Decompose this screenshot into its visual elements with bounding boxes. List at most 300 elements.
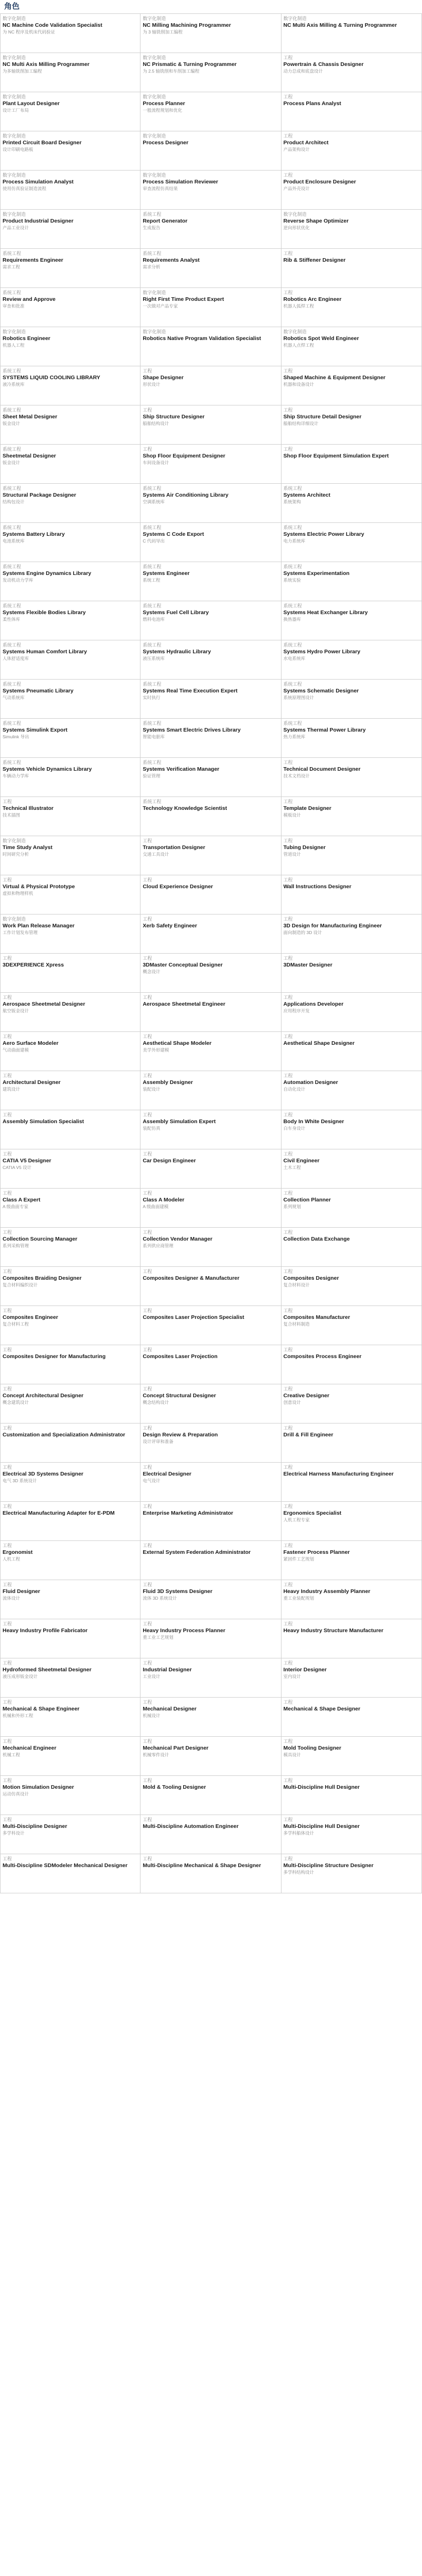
role-name[interactable]: Technical Illustrator	[3, 805, 54, 811]
role-name[interactable]: Systems Schematic Designer	[283, 688, 359, 694]
role-card[interactable]	[0, 327, 140, 366]
role-card[interactable]	[140, 836, 281, 875]
role-name[interactable]: Composites Manufacturer	[283, 1314, 350, 1320]
role-card[interactable]	[140, 1423, 281, 1462]
role-name[interactable]: Automation Designer	[283, 1079, 338, 1086]
role-card[interactable]	[0, 288, 140, 327]
role-card[interactable]	[282, 1423, 422, 1462]
role-name[interactable]: Process Simulation Reviewer	[143, 179, 218, 185]
role-card[interactable]	[282, 171, 422, 209]
role-name[interactable]: Systems Flexible Bodies Library	[3, 609, 86, 616]
role-name[interactable]: NC Prismatic & Turning Programmer	[143, 61, 237, 67]
role-card[interactable]	[140, 131, 281, 170]
role-card[interactable]	[282, 680, 422, 718]
role-card[interactable]	[140, 484, 281, 522]
role-name[interactable]: 3DEXPERIENCE Xpress	[3, 962, 64, 968]
role-card[interactable]	[0, 1423, 140, 1462]
role-card[interactable]	[282, 1737, 422, 1775]
role-card[interactable]	[140, 14, 281, 53]
role-description: 复合材料制造	[283, 1321, 310, 1327]
role-name[interactable]: Systems Hydro Power Library	[283, 649, 361, 655]
role-card[interactable]	[0, 210, 140, 248]
role-card[interactable]	[0, 1267, 140, 1306]
role-name[interactable]: Wall Instructions Designer	[283, 884, 351, 890]
role-card[interactable]	[282, 1032, 422, 1071]
role-card[interactable]	[140, 993, 281, 1031]
role-name[interactable]: Multi-Discipline Mechanical & Shape Designer	[143, 1862, 261, 1869]
role-card[interactable]	[282, 914, 422, 953]
role-name[interactable]: Structural Package Designer	[3, 492, 76, 498]
role-card[interactable]	[282, 1698, 422, 1736]
role-card[interactable]	[0, 1384, 140, 1423]
role-card[interactable]	[282, 562, 422, 601]
role-card[interactable]	[282, 1345, 422, 1384]
role-name[interactable]: Assembly Designer	[143, 1079, 193, 1086]
role-name[interactable]: Robotics Engineer	[3, 335, 50, 342]
role-name[interactable]: Systems Heat Exchanger Library	[283, 609, 368, 616]
role-name[interactable]: Assembly Simulation Expert	[143, 1118, 216, 1125]
role-card[interactable]	[140, 249, 281, 287]
role-name[interactable]: Customization and Specialization Administrator	[3, 1432, 126, 1438]
role-card[interactable]	[140, 1384, 281, 1423]
role-card[interactable]	[0, 53, 140, 92]
role-name[interactable]: Mold Tooling Designer	[283, 1745, 342, 1751]
role-name[interactable]: Plant Layout Designer	[3, 100, 60, 107]
role-card[interactable]	[140, 53, 281, 92]
role-card[interactable]	[282, 954, 422, 992]
role-name[interactable]: Systems Smart Electric Drives Library	[143, 727, 241, 733]
role-name[interactable]: Enterprise Marketing Administrator	[143, 1510, 234, 1516]
role-card[interactable]	[0, 1502, 140, 1540]
role-name[interactable]: NC Machine Code Validation Specialist	[3, 22, 102, 28]
role-card[interactable]	[140, 327, 281, 366]
role-card[interactable]	[140, 640, 281, 679]
role-name[interactable]: Collection Planner	[283, 1197, 331, 1203]
role-category: 工程	[283, 55, 293, 60]
role-card[interactable]	[0, 1306, 140, 1345]
role-card[interactable]	[0, 719, 140, 757]
role-card[interactable]	[0, 562, 140, 601]
role-card[interactable]	[140, 875, 281, 914]
role-name[interactable]: Review and Approve	[3, 296, 56, 302]
role-name[interactable]: Product Enclosure Designer	[283, 179, 356, 185]
role-card[interactable]	[282, 1384, 422, 1423]
role-card[interactable]	[140, 1228, 281, 1266]
role-name[interactable]: Composites Laser Projection	[143, 1353, 218, 1360]
role-name[interactable]: Shop Floor Equipment Designer	[143, 453, 225, 459]
role-card[interactable]	[0, 836, 140, 875]
role-card[interactable]	[0, 993, 140, 1031]
role-category: 数字化制造	[3, 838, 26, 843]
role-name[interactable]: Motion Simulation Designer	[3, 1784, 74, 1790]
role-name[interactable]: Hydroformed Sheetmetal Designer	[3, 1667, 92, 1673]
role-name[interactable]: Process Plans Analyst	[283, 100, 341, 107]
role-name[interactable]: Assembly Simulation Specialist	[3, 1118, 84, 1125]
role-name[interactable]: Requirements Engineer	[3, 257, 63, 263]
role-name[interactable]: Shop Floor Equipment Simulation Expert	[283, 453, 389, 459]
role-card[interactable]	[140, 1502, 281, 1540]
role-name[interactable]: Process Planner	[143, 100, 185, 107]
role-card[interactable]	[0, 1149, 140, 1188]
role-card[interactable]	[140, 1776, 281, 1815]
role-card[interactable]	[140, 1032, 281, 1071]
role-name[interactable]: Robotics Native Program Validation Specialist	[143, 335, 261, 342]
role-card[interactable]	[140, 914, 281, 953]
role-card[interactable]	[0, 875, 140, 914]
role-category: 工程	[283, 94, 293, 99]
role-name[interactable]: SYSTEMS LIQUID COOLING LIBRARY	[3, 375, 100, 381]
role-name[interactable]: Systems Air Conditioning Library	[143, 492, 228, 498]
role-name[interactable]: Multi-Discipline Automation Engineer	[143, 1823, 239, 1829]
role-card[interactable]	[140, 171, 281, 209]
role-name[interactable]: Aesthetical Shape Designer	[283, 1040, 355, 1046]
role-card[interactable]	[140, 954, 281, 992]
role-card[interactable]	[0, 1189, 140, 1227]
role-card[interactable]	[282, 484, 422, 522]
role-name[interactable]: Composites Braiding Designer	[3, 1275, 82, 1281]
role-card[interactable]	[282, 836, 422, 875]
role-card[interactable]	[0, 1619, 140, 1658]
role-name[interactable]: Multi-Discipline SDModeler Mechanical Designer	[3, 1862, 128, 1869]
role-card[interactable]	[140, 1580, 281, 1619]
role-name[interactable]: Drill & Fill Engineer	[283, 1432, 333, 1438]
role-card[interactable]	[0, 797, 140, 836]
role-card[interactable]	[282, 288, 422, 327]
role-card[interactable]	[282, 1854, 422, 1893]
role-card[interactable]	[0, 405, 140, 444]
role-card[interactable]	[0, 523, 140, 562]
role-card[interactable]	[140, 719, 281, 757]
role-name[interactable]: Powertrain & Chassis Designer	[283, 61, 364, 67]
role-name[interactable]: Virtual & Physical Prototype	[3, 884, 75, 890]
role-name[interactable]: Car Design Engineer	[143, 1158, 196, 1164]
role-name[interactable]: NC Multi Axis Milling & Turning Programmer	[283, 22, 397, 28]
role-card[interactable]	[0, 1110, 140, 1149]
role-name[interactable]: Composites Designer	[283, 1275, 339, 1281]
role-category: 工程	[3, 1269, 12, 1274]
role-name[interactable]: Systems Battery Library	[3, 531, 65, 537]
role-card[interactable]	[140, 1071, 281, 1110]
role-card[interactable]	[282, 1580, 422, 1619]
role-name[interactable]: Systems Engine Dynamics Library	[3, 570, 92, 577]
role-name[interactable]: Concept Structural Designer	[143, 1393, 216, 1399]
role-name[interactable]: Composites Process Engineer	[283, 1353, 362, 1360]
role-card[interactable]	[282, 1463, 422, 1501]
role-name[interactable]: Heavy Industry Assembly Planner	[283, 1588, 371, 1595]
role-row	[0, 680, 422, 719]
role-name[interactable]: Electrical 3D Systems Designer	[3, 1471, 83, 1477]
role-card[interactable]	[140, 1658, 281, 1697]
role-name[interactable]: Systems Architect	[283, 492, 330, 498]
role-name[interactable]: Architectural Designer	[3, 1079, 61, 1086]
role-card[interactable]	[0, 1228, 140, 1266]
role-name[interactable]: Systems C Code Export	[143, 531, 204, 537]
role-card[interactable]	[140, 1854, 281, 1893]
role-name[interactable]: Shaped Machine & Equipment Designer	[283, 375, 386, 381]
role-name[interactable]: Ergonomics Specialist	[283, 1510, 342, 1516]
role-card[interactable]	[0, 249, 140, 287]
role-card[interactable]	[282, 1658, 422, 1697]
role-name[interactable]: Mold & Tooling Designer	[143, 1784, 206, 1790]
role-name[interactable]: Reverse Shape Optimizer	[283, 218, 349, 224]
role-card[interactable]	[282, 1502, 422, 1540]
role-name[interactable]: Process Simulation Analyst	[3, 179, 74, 185]
role-name[interactable]: Product Architect	[283, 140, 329, 146]
role-name[interactable]: Composites Laser Projection Specialist	[143, 1314, 244, 1320]
role-name[interactable]: Systems Hydraulic Library	[143, 649, 211, 655]
role-card[interactable]	[140, 797, 281, 836]
role-name[interactable]: Rib & Stiffener Designer	[283, 257, 346, 263]
role-card[interactable]	[282, 875, 422, 914]
role-card[interactable]	[282, 1306, 422, 1345]
role-name[interactable]: Robotics Arc Engineer	[283, 296, 342, 302]
role-card[interactable]	[0, 366, 140, 405]
role-card[interactable]	[282, 92, 422, 131]
role-name[interactable]: 3D Design for Manufacturing Engineer	[283, 923, 382, 929]
role-card[interactable]	[140, 523, 281, 562]
role-card[interactable]	[282, 445, 422, 483]
role-card[interactable]	[282, 1149, 422, 1188]
role-name[interactable]: Composites Designer for Manufacturing	[3, 1353, 106, 1360]
role-name[interactable]: Fastener Process Planner	[283, 1549, 350, 1555]
role-card[interactable]	[0, 1854, 140, 1893]
role-name[interactable]: Process Designer	[143, 140, 189, 146]
role-name[interactable]: Fluid Designer	[3, 1588, 40, 1595]
role-name[interactable]: Concept Architectural Designer	[3, 1393, 84, 1399]
role-name[interactable]: Electrical Designer	[143, 1471, 191, 1477]
role-name[interactable]: Systems Fuel Cell Library	[143, 609, 209, 616]
role-card[interactable]	[140, 1815, 281, 1854]
role-name[interactable]: Technical Document Designer	[283, 766, 361, 772]
role-card[interactable]	[0, 1776, 140, 1815]
role-card[interactable]	[282, 366, 422, 405]
role-card[interactable]	[282, 797, 422, 836]
role-card[interactable]	[0, 445, 140, 483]
role-card[interactable]	[140, 1345, 281, 1384]
role-card[interactable]	[140, 680, 281, 718]
role-card[interactable]	[0, 1345, 140, 1384]
role-card[interactable]	[282, 601, 422, 640]
role-card[interactable]	[140, 445, 281, 483]
role-name[interactable]: Printed Circuit Board Designer	[3, 140, 82, 146]
role-name[interactable]: Shape Designer	[143, 375, 184, 381]
role-name[interactable]: Multi-Discipline Designer	[3, 1823, 67, 1829]
role-card[interactable]	[0, 1815, 140, 1854]
role-card[interactable]	[140, 1189, 281, 1227]
role-name[interactable]: Multi-Discipline Hull Designer	[283, 1784, 360, 1790]
role-card[interactable]	[282, 249, 422, 287]
role-card[interactable]	[282, 719, 422, 757]
role-card[interactable]	[0, 601, 140, 640]
role-category: 工程	[283, 1073, 293, 1078]
role-name[interactable]: Time Study Analyst	[3, 844, 52, 851]
role-name[interactable]: Electrical Harness Manufacturing Engineer	[283, 1471, 394, 1477]
role-card[interactable]	[0, 758, 140, 796]
role-name[interactable]: Tubing Designer	[283, 844, 326, 851]
role-card[interactable]	[282, 1110, 422, 1149]
role-name[interactable]: NC Milling Machining Programmer	[143, 22, 231, 28]
role-name[interactable]: Systems Thermal Power Library	[283, 727, 366, 733]
role-name[interactable]: Report Generator	[143, 218, 188, 224]
role-name[interactable]: Ergonomist	[3, 1549, 33, 1555]
role-name[interactable]: Sheet Metal Designer	[3, 414, 58, 420]
role-name[interactable]: Robotics Spot Weld Engineer	[283, 335, 359, 342]
role-name[interactable]: Mechanical Designer	[143, 1706, 197, 1712]
role-category: 工程	[283, 1230, 293, 1235]
role-card[interactable]	[0, 131, 140, 170]
role-name[interactable]: Technology Knowledge Scientist	[143, 805, 227, 811]
role-card[interactable]	[140, 1267, 281, 1306]
role-card[interactable]	[140, 92, 281, 131]
role-name[interactable]: Systems Verification Manager	[143, 766, 220, 772]
role-card[interactable]	[0, 1580, 140, 1619]
role-name[interactable]: Civil Engineer	[283, 1158, 320, 1164]
role-name[interactable]: Ship Structure Designer	[143, 414, 205, 420]
role-name[interactable]: Aesthetical Shape Modeler	[143, 1040, 212, 1046]
role-name[interactable]: Composites Engineer	[3, 1314, 58, 1320]
role-name[interactable]: Sheetmetal Designer	[3, 453, 56, 459]
role-name[interactable]: 3DMaster Designer	[283, 962, 332, 968]
role-name[interactable]: Collection Data Exchange	[283, 1236, 350, 1242]
role-name[interactable]: Cloud Experience Designer	[143, 884, 213, 890]
role-card[interactable]	[140, 1541, 281, 1580]
role-card[interactable]	[282, 327, 422, 366]
role-name[interactable]: NC Multi Axis Milling Programmer	[3, 61, 90, 67]
role-card[interactable]	[140, 1619, 281, 1658]
role-card[interactable]	[0, 1658, 140, 1697]
role-card[interactable]	[0, 640, 140, 679]
role-card[interactable]	[0, 1071, 140, 1110]
role-description: 船舶结构设计	[143, 421, 169, 426]
role-card[interactable]	[282, 523, 422, 562]
role-name[interactable]: Xerb Safety Engineer	[143, 923, 197, 929]
role-card[interactable]	[140, 562, 281, 601]
role-name[interactable]: Heavy Industry Process Planner	[143, 1628, 225, 1634]
role-category: 工程	[283, 1817, 293, 1822]
role-card[interactable]	[282, 1267, 422, 1306]
role-card[interactable]	[140, 1110, 281, 1149]
role-card[interactable]	[140, 1737, 281, 1775]
role-card[interactable]	[282, 640, 422, 679]
role-card[interactable]	[0, 14, 140, 53]
role-name[interactable]: External System Federation Administrator	[143, 1549, 251, 1555]
role-card[interactable]	[0, 680, 140, 718]
role-card[interactable]	[282, 1189, 422, 1227]
role-name[interactable]: Product Industrial Designer	[3, 218, 74, 224]
role-card[interactable]	[140, 210, 281, 248]
role-name[interactable]: CATIA V5 Designer	[3, 1158, 51, 1164]
role-card[interactable]	[140, 601, 281, 640]
role-name[interactable]: Systems Engineer	[143, 570, 190, 577]
role-name[interactable]: Interior Designer	[283, 1667, 327, 1673]
role-name[interactable]: Ship Structure Detail Designer	[283, 414, 362, 420]
role-name[interactable]: Industrial Designer	[143, 1667, 192, 1673]
role-card[interactable]	[0, 914, 140, 953]
role-description: 液压系统库	[143, 656, 165, 661]
role-name[interactable]: Heavy Industry Profile Fabricator	[3, 1628, 88, 1634]
role-name[interactable]: 3DMaster Conceptual Designer	[143, 962, 223, 968]
role-name[interactable]: Electrical Manufacturing Adapter for E-PDM	[3, 1510, 115, 1516]
role-card[interactable]	[282, 131, 422, 170]
role-name[interactable]: Creative Designer	[283, 1393, 329, 1399]
role-card[interactable]	[0, 1463, 140, 1501]
role-card[interactable]	[0, 484, 140, 522]
role-card[interactable]	[140, 288, 281, 327]
role-name[interactable]: Collection Vendor Manager	[143, 1236, 213, 1242]
role-card[interactable]	[140, 1463, 281, 1501]
role-card[interactable]	[140, 1698, 281, 1736]
role-card[interactable]	[140, 1149, 281, 1188]
role-card[interactable]	[140, 366, 281, 405]
role-card[interactable]	[282, 993, 422, 1031]
role-name[interactable]: Transportation Designer	[143, 844, 205, 851]
role-card[interactable]	[282, 1776, 422, 1815]
role-card[interactable]	[282, 1815, 422, 1854]
role-name[interactable]: Work Plan Release Manager	[3, 923, 75, 929]
role-name[interactable]: Systems Pneumatic Library	[3, 688, 74, 694]
role-name[interactable]: Multi-Discipline Structure Designer	[283, 1862, 374, 1869]
role-name[interactable]: Body In White Designer	[283, 1118, 344, 1125]
role-card[interactable]	[0, 1698, 140, 1736]
role-name[interactable]: Systems Human Comfort Library	[3, 649, 87, 655]
role-card[interactable]	[0, 1737, 140, 1775]
role-card[interactable]	[282, 14, 422, 53]
role-card[interactable]	[0, 954, 140, 992]
role-card[interactable]	[282, 1228, 422, 1266]
role-card[interactable]	[282, 210, 422, 248]
role-name[interactable]: Design Review & Preparation	[143, 1432, 218, 1438]
role-card[interactable]	[140, 1306, 281, 1345]
role-card[interactable]	[140, 405, 281, 444]
role-name[interactable]: Aero Surface Modeler	[3, 1040, 59, 1046]
role-name[interactable]: Multi-Discipline Hull Designer	[283, 1823, 360, 1829]
role-name[interactable]: Mechanical & Shape Engineer	[3, 1706, 80, 1712]
role-name[interactable]: Systems Vehicle Dynamics Library	[3, 766, 92, 772]
role-card[interactable]	[0, 171, 140, 209]
role-name[interactable]: Systems Experimentation	[283, 570, 350, 577]
role-card[interactable]	[282, 1071, 422, 1110]
role-name[interactable]: Aerospace Sheetmetal Engineer	[143, 1001, 225, 1007]
role-name[interactable]: Class A Expert	[3, 1197, 41, 1203]
role-name[interactable]: Mechanical Engineer	[3, 1745, 57, 1751]
role-name[interactable]: Applications Developer	[283, 1001, 344, 1007]
role-name[interactable]: Systems Simulink Export	[3, 727, 68, 733]
role-name[interactable]: Mechanical & Shape Designer	[283, 1706, 361, 1712]
role-name[interactable]: Right First Time Product Expert	[143, 296, 224, 302]
role-card[interactable]	[282, 758, 422, 796]
role-card[interactable]	[0, 92, 140, 131]
role-name[interactable]: Mechanical Part Designer	[143, 1745, 209, 1751]
role-card[interactable]	[282, 405, 422, 444]
role-name[interactable]: Requirements Analyst	[143, 257, 200, 263]
role-name[interactable]: Aerospace Sheetmetal Designer	[3, 1001, 85, 1007]
role-name[interactable]: Composites Designer & Manufacturer	[143, 1275, 240, 1281]
role-name[interactable]: Collection Sourcing Manager	[3, 1236, 78, 1242]
role-card[interactable]	[282, 53, 422, 92]
role-name[interactable]: Template Designer	[283, 805, 331, 811]
role-card[interactable]	[282, 1619, 422, 1658]
role-card[interactable]	[0, 1541, 140, 1580]
role-card[interactable]	[0, 1032, 140, 1071]
role-description: 产品外壳设计	[283, 186, 310, 191]
role-card[interactable]	[140, 758, 281, 796]
role-name[interactable]: Fluid 3D Systems Designer	[143, 1588, 213, 1595]
role-name[interactable]: Systems Real Time Execution Expert	[143, 688, 238, 694]
role-card[interactable]	[282, 1541, 422, 1580]
role-name[interactable]: Class A Modeler	[143, 1197, 185, 1203]
role-name[interactable]: Heavy Industry Structure Manufacturer	[283, 1628, 383, 1634]
role-name[interactable]: Systems Electric Power Library	[283, 531, 364, 537]
